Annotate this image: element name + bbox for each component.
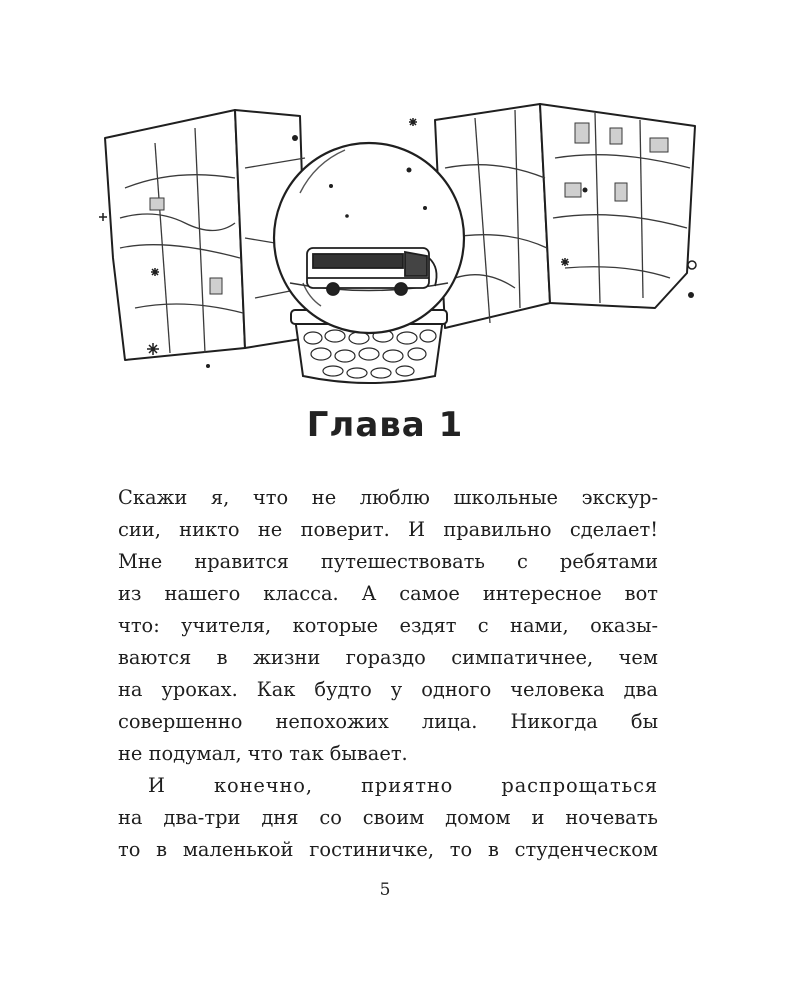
text-line: Мне нравится путешествовать с ребятами bbox=[118, 550, 658, 573]
body-text bbox=[118, 482, 658, 866]
map-snow-globe-illustration bbox=[95, 98, 710, 398]
text-line: совершенно непохожих лица. Никогда бы bbox=[118, 710, 658, 733]
page-number: 5 bbox=[379, 880, 391, 900]
text-line: что: учителя, которые ездят с нами, оказы- bbox=[118, 614, 658, 637]
text-line: ваются в жизни гораздо симпатичнее, чем bbox=[118, 646, 658, 669]
snow-globe-glass bbox=[274, 143, 464, 333]
text-line: на уроках. Как будто у одного человека два bbox=[118, 678, 658, 701]
bus-icon bbox=[307, 248, 437, 295]
text-line: сии, никто не поверит. И правильно сделает! bbox=[118, 518, 658, 541]
text-line: на два-три дня со своим домом и ночевать bbox=[118, 806, 658, 829]
text-line: из нашего класса. А самое интересное вот bbox=[118, 582, 658, 605]
text-line: то в маленькой гостиничке, то в студенческом bbox=[118, 838, 658, 861]
text-line: И конечно, приятно распрощаться bbox=[148, 774, 658, 797]
text-line: Скажи я, что не люблю школьные экскур- bbox=[118, 486, 658, 509]
text-line: не подумал, что так бывает. bbox=[118, 742, 408, 765]
map-panel-left bbox=[105, 110, 245, 360]
chapter-title: Глава 1 bbox=[306, 405, 464, 445]
